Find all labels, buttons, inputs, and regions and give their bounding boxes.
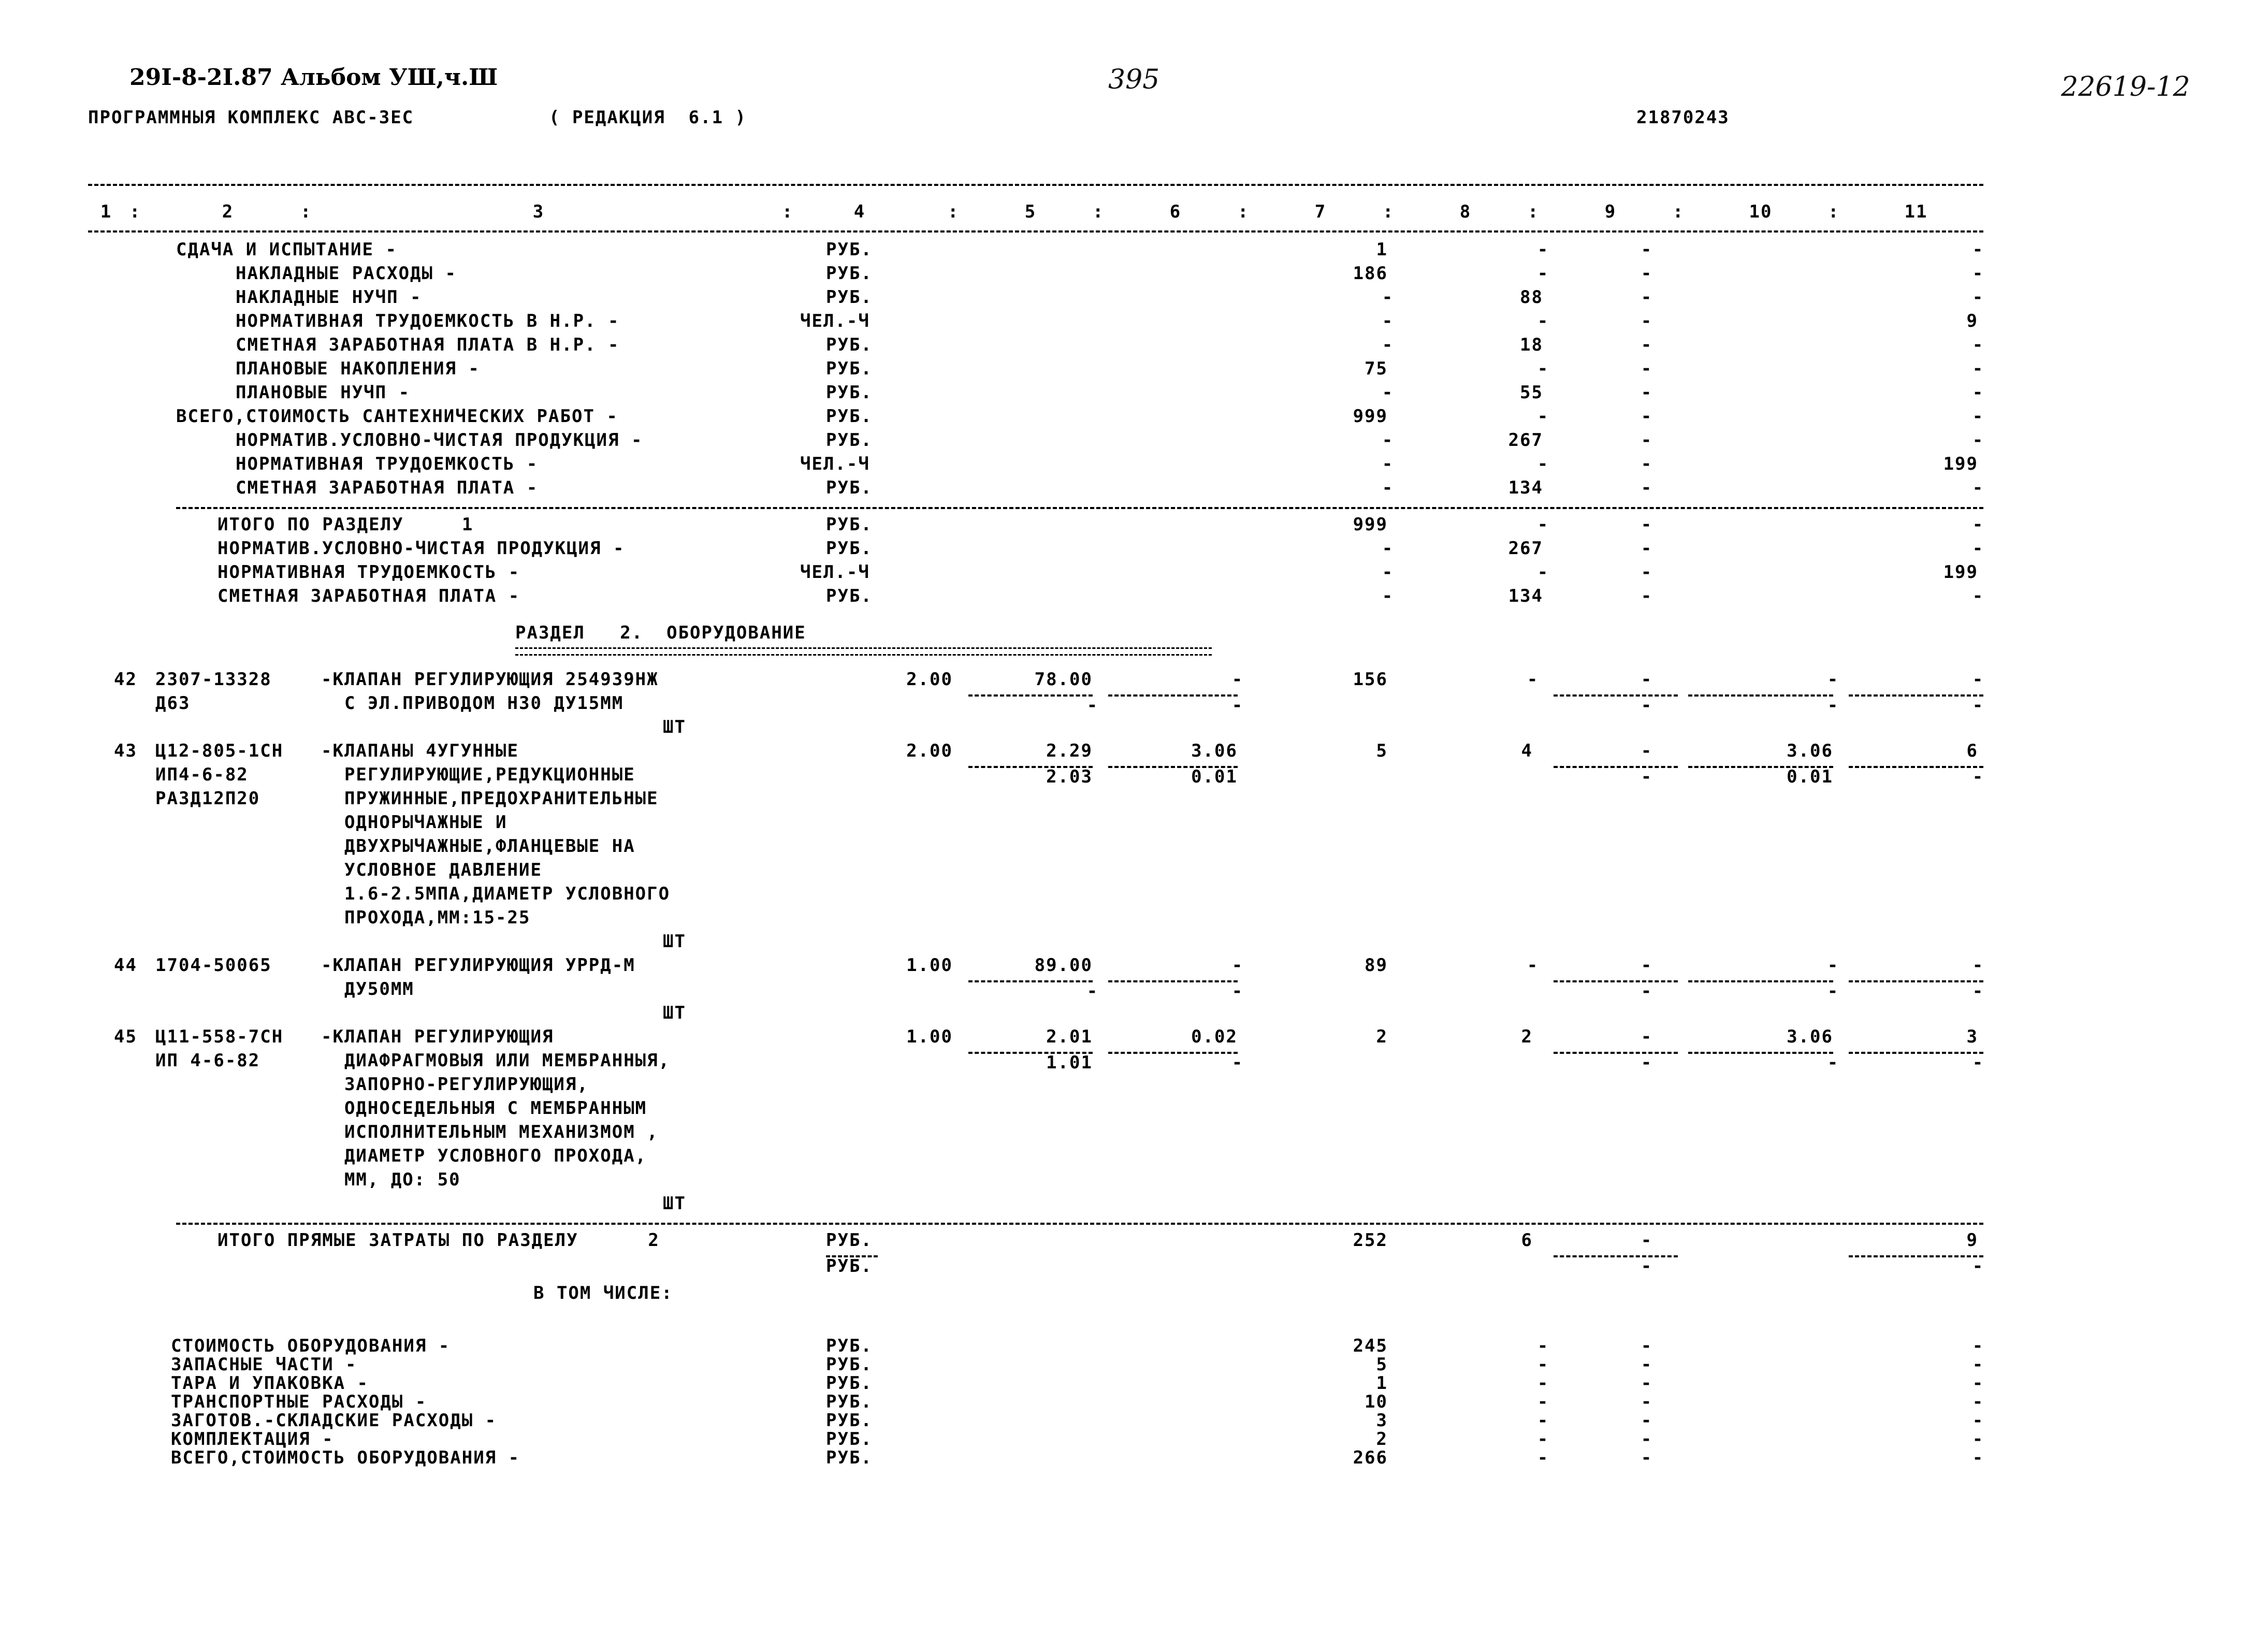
col8-value: -	[1537, 311, 1549, 331]
direct-total-col11: 9	[1966, 1230, 1978, 1251]
col9-secondary: -	[1641, 766, 1653, 787]
col11-value: -	[1972, 538, 1984, 559]
col9-value: -	[1641, 955, 1653, 976]
direct-total-unit: РУБ.	[826, 1230, 873, 1251]
item-code-secondary: ИП4-6-82	[155, 764, 249, 785]
col7-value: 89	[1365, 955, 1388, 976]
col9-value: -	[1641, 1336, 1653, 1356]
row-label: СТОИМОСТЬ ОБОРУДОВАНИЯ -	[171, 1336, 451, 1356]
direct-total-col8: 6	[1521, 1230, 1533, 1251]
item-code-secondary: ИП 4-6-82	[155, 1050, 260, 1071]
row-unit: РУБ.	[826, 1429, 873, 1450]
item-code: 1704-50065	[155, 955, 272, 976]
direct-total-col11-secondary: -	[1972, 1256, 1984, 1277]
item-number: 45	[114, 1026, 137, 1047]
row-unit: РУБ.	[826, 586, 873, 606]
item-description-line: ПРУЖИННЫЕ,ПРЕДОХРАНИТЕЛЬНЫЕ	[321, 788, 659, 809]
row-label: СМЕТНАЯ ЗАРАБОТНАЯ ПЛАТА -	[217, 586, 520, 606]
row-unit: РУБ.	[826, 538, 873, 559]
row-unit: РУБ.	[826, 430, 873, 451]
col6-value: -	[1231, 955, 1244, 976]
item-description-line: С ЭЛ.ПРИВОДОМ Н30 ДУ15ММ	[321, 693, 624, 714]
item-description-line: УСЛОВНОЕ ДАВЛЕНИЕ	[321, 860, 542, 880]
col11-value: -	[1972, 1392, 1984, 1412]
col6-value: -	[1231, 669, 1244, 690]
row-label: СДАЧА И ИСПЫТАНИЕ -	[176, 239, 397, 260]
col9-value: -	[1641, 538, 1653, 559]
row-label: ПЛАНОВЫЕ НУЧП -	[236, 382, 411, 403]
row-unit: ЧЕЛ.-Ч	[800, 454, 870, 474]
column-separator: :	[948, 201, 960, 222]
col7-value: -	[1382, 335, 1394, 355]
col10-value: 3.06	[1787, 1026, 1833, 1047]
revision-label: ( РЕДАКЦИЯ 6.1 )	[549, 107, 747, 128]
row-label: НОРМАТИВ.УСЛОВНО-ЧИСТАЯ ПРОДУКЦИЯ -	[217, 538, 625, 559]
col9-value: -	[1641, 1447, 1653, 1468]
col8-value: -	[1537, 239, 1549, 260]
col11-value: -	[1972, 1354, 1984, 1375]
row-unit: РУБ.	[826, 335, 873, 355]
col11-value: -	[1972, 1373, 1984, 1394]
col5-value: 89.00	[1034, 955, 1093, 976]
col11-value: -	[1972, 263, 1984, 284]
col7-value: 5	[1376, 1354, 1388, 1375]
column-separator: :	[129, 201, 141, 222]
row-label: НАКЛАДНЫЕ РАСХОДЫ -	[236, 263, 457, 284]
col7-value: 2	[1376, 1429, 1388, 1450]
col5-secondary: -	[1086, 695, 1099, 716]
item-quantity: 1.00	[906, 1026, 953, 1047]
col11-secondary: -	[1972, 1052, 1984, 1073]
col9-value: -	[1641, 562, 1653, 583]
row-label: НАКЛАДНЫЕ НУЧП -	[236, 287, 422, 308]
col5-value: 78.00	[1034, 669, 1093, 690]
column-header-5: 5	[1024, 201, 1037, 222]
col9-value: -	[1641, 358, 1653, 379]
column-separator: :	[782, 201, 794, 222]
col10-secondary: -	[1827, 695, 1839, 716]
col8-value: -	[1537, 1354, 1549, 1375]
col8-value: 18	[1520, 335, 1543, 355]
item-code-secondary: Д63	[155, 693, 191, 714]
col9-value: -	[1641, 514, 1653, 535]
col11-value: -	[1972, 1429, 1984, 1450]
col11-secondary: -	[1972, 695, 1984, 716]
col9-value: -	[1641, 669, 1653, 690]
row-unit: РУБ.	[826, 1447, 873, 1468]
row-unit: РУБ.	[826, 477, 873, 498]
column-separator: :	[1383, 201, 1395, 222]
col11-secondary: -	[1972, 766, 1984, 787]
item-unit: ШТ	[663, 931, 686, 952]
row-unit: РУБ.	[826, 1392, 873, 1412]
item-code: 2307-13328	[155, 669, 272, 690]
col11-value: -	[1972, 955, 1984, 976]
col7-value: -	[1382, 538, 1394, 559]
col6-secondary: 0.01	[1191, 766, 1238, 787]
col7-value: 156	[1353, 669, 1388, 690]
column-separator: :	[1093, 201, 1105, 222]
in-that-number-heading: В ТОМ ЧИСЛЕ:	[533, 1283, 673, 1303]
col11-value: -	[1972, 586, 1984, 606]
col8-value: -	[1537, 514, 1549, 535]
row-label: ПЛАНОВЫЕ НАКОПЛЕНИЯ -	[236, 358, 480, 379]
row-unit: РУБ.	[826, 514, 873, 535]
col10-secondary: -	[1827, 981, 1839, 1002]
col9-value: -	[1641, 1026, 1653, 1047]
column-separator: :	[1528, 201, 1540, 222]
column-header-11: 11	[1904, 201, 1928, 222]
column-separator: :	[1673, 201, 1685, 222]
col11-value: 3	[1966, 1026, 1978, 1047]
col9-value: -	[1641, 1392, 1653, 1412]
row-label: КОМПЛЕКТАЦИЯ -	[171, 1429, 334, 1450]
row-label: ВСЕГО,СТОИМОСТЬ ОБОРУДОВАНИЯ -	[171, 1447, 520, 1468]
item-number: 42	[114, 669, 137, 690]
col9-value: -	[1641, 477, 1653, 498]
row-label: ТАРА И УПАКОВКА -	[171, 1373, 369, 1394]
section1-subtotal-rule	[176, 507, 1983, 509]
row-unit: РУБ.	[826, 1354, 873, 1375]
album-reference: 29I-8-2I.87 Альбом УШ,ч.Ш	[129, 64, 498, 91]
col6-value: 3.06	[1191, 741, 1238, 761]
row-label: НОРМАТИВНАЯ ТРУДОЕМКОСТЬ -	[236, 454, 539, 474]
col9-secondary: -	[1641, 695, 1653, 716]
item-unit: ШТ	[663, 717, 686, 737]
col8-value: -	[1527, 669, 1539, 690]
col8-value: -	[1537, 1336, 1549, 1356]
col11-value: -	[1972, 1410, 1984, 1431]
item-description-line: ДИАФРАГМОВЫЯ ИЛИ МЕМБРАННЫЯ,	[321, 1050, 671, 1071]
item-description-line: ДУ50ММ	[321, 979, 414, 999]
item-quantity: 1.00	[906, 955, 953, 976]
col11-value: -	[1972, 287, 1984, 308]
direct-total-col9: -	[1641, 1230, 1653, 1251]
col8-value: 267	[1508, 430, 1543, 451]
col5-secondary: 1.01	[1046, 1052, 1093, 1073]
col9-secondary: -	[1641, 981, 1653, 1002]
col7-value: -	[1382, 586, 1394, 606]
row-label: СМЕТНАЯ ЗАРАБОТНАЯ ПЛАТА -	[236, 477, 539, 498]
row-label: СМЕТНАЯ ЗАРАБОТНАЯ ПЛАТА В Н.Р. -	[236, 335, 620, 355]
row-label: ЗАГОТОВ.-СКЛАДСКИЕ РАСХОДЫ -	[171, 1410, 497, 1431]
col7-value: -	[1382, 430, 1394, 451]
item-description-line: -КЛАПАНЫ 4УГУННЫЕ	[321, 741, 519, 761]
col9-value: -	[1641, 287, 1653, 308]
col5-secondary: -	[1086, 981, 1099, 1002]
col8-value: 267	[1508, 538, 1543, 559]
col11-value: 9	[1966, 311, 1978, 331]
col7-value: 75	[1365, 358, 1388, 379]
row-label: НОРМАТИВНАЯ ТРУДОЕМКОСТЬ -	[217, 562, 520, 583]
col8-value: 88	[1520, 287, 1543, 308]
col8-value: -	[1537, 406, 1549, 427]
row-label: ИТОГО ПО РАЗДЕЛУ 1	[217, 514, 474, 535]
item-description-line: ЗАПОРНО-РЕГУЛИРУЮЩИЯ,	[321, 1074, 589, 1095]
col11-value: -	[1972, 1447, 1984, 1468]
handwritten-page-number: 395	[1108, 64, 1160, 95]
col9-value: -	[1641, 1410, 1653, 1431]
row-unit: РУБ.	[826, 358, 873, 379]
handwritten-document-code: 22619-12	[2061, 71, 2191, 103]
row-unit: РУБ.	[826, 382, 873, 403]
col9-value: -	[1641, 454, 1653, 474]
col7-value: -	[1382, 477, 1394, 498]
col11-value: -	[1972, 406, 1984, 427]
col11-value: -	[1972, 358, 1984, 379]
col7-value: -	[1382, 311, 1394, 331]
col11-value: -	[1972, 382, 1984, 403]
item-unit: ШТ	[663, 1003, 686, 1023]
row-label: ТРАНСПОРТНЫЕ РАСХОДЫ -	[171, 1392, 427, 1412]
row-unit: ЧЕЛ.-Ч	[800, 311, 870, 331]
item-description-line: ПРОХОДА,ММ:15-25	[321, 907, 531, 928]
col6-secondary: -	[1231, 695, 1244, 716]
direct-total-unit-secondary: РУБ.	[826, 1256, 873, 1277]
row-unit: ЧЕЛ.-Ч	[800, 562, 870, 583]
col11-value: -	[1972, 669, 1984, 690]
document-code: 21870243	[1636, 107, 1730, 128]
col6-secondary: -	[1231, 981, 1244, 1002]
col7-value: 186	[1353, 263, 1388, 284]
column-header-2: 2	[222, 201, 234, 222]
item-code: Ц12-805-1СН	[155, 741, 284, 761]
col8-value: -	[1537, 562, 1549, 583]
col7-value: 999	[1353, 514, 1388, 535]
item-description-line: РЕГУЛИРУЮЩИЕ,РЕДУКЦИОННЫЕ	[321, 764, 635, 785]
col8-value: -	[1527, 955, 1539, 976]
col7-value: 245	[1353, 1336, 1388, 1356]
row-label: НОРМАТИВ.УСЛОВНО-ЧИСТАЯ ПРОДУКЦИЯ -	[236, 430, 643, 451]
col11-value: -	[1972, 335, 1984, 355]
col8-value: -	[1537, 358, 1549, 379]
col7-value: -	[1382, 562, 1394, 583]
col9-value: -	[1641, 1429, 1653, 1450]
column-header-6: 6	[1169, 201, 1182, 222]
item-description-line: ДИАМЕТР УСЛОВНОГО ПРОХОДА,	[321, 1146, 647, 1166]
item-code-tertiary: РАЗД12П20	[155, 788, 260, 809]
col10-secondary: -	[1827, 1052, 1839, 1073]
col8-value: 2	[1521, 1026, 1533, 1047]
col9-secondary: -	[1641, 1052, 1653, 1073]
col10-value: -	[1827, 669, 1839, 690]
row-label: НОРМАТИВНАЯ ТРУДОЕМКОСТЬ В Н.Р. -	[236, 311, 620, 331]
col8-value: -	[1537, 1373, 1549, 1394]
row-unit: РУБ.	[826, 263, 873, 284]
column-header-8: 8	[1459, 201, 1472, 222]
row-unit: РУБ.	[826, 406, 873, 427]
col7-value: 266	[1353, 1447, 1388, 1468]
column-header-7: 7	[1314, 201, 1327, 222]
section2-title: РАЗДЕЛ 2. ОБОРУДОВАНИЕ	[515, 622, 806, 643]
col7-value: -	[1382, 287, 1394, 308]
col8-value: -	[1537, 263, 1549, 284]
item-description-line: -КЛАПАН РЕГУЛИРУЮЩИЯ 254939НЖ	[321, 669, 659, 690]
direct-total-rule	[176, 1223, 1983, 1225]
item-description-line: ОДНОСЕДЕЛЬНЫЯ С МЕМБРАННЫМ	[321, 1098, 647, 1119]
col5-value: 2.01	[1046, 1026, 1093, 1047]
col9-value: -	[1641, 239, 1653, 260]
row-unit: РУБ.	[826, 1373, 873, 1394]
col9-value: -	[1641, 263, 1653, 284]
column-header-4: 4	[853, 201, 866, 222]
program-name: ПРОГРАММНЫЯ КОМПЛЕКС АВС-ЗЕС	[88, 107, 414, 128]
col10-secondary: 0.01	[1787, 766, 1833, 787]
item-number: 43	[114, 741, 137, 761]
col7-value: 1	[1376, 239, 1388, 260]
direct-total-col9-secondary: -	[1641, 1256, 1653, 1277]
item-quantity: 2.00	[906, 669, 953, 690]
col6-value: 0.02	[1191, 1026, 1238, 1047]
col9-value: -	[1641, 1354, 1653, 1375]
row-unit: РУБ.	[826, 1410, 873, 1431]
col11-value: -	[1972, 430, 1984, 451]
col11-value: -	[1972, 514, 1984, 535]
col9-value: -	[1641, 335, 1653, 355]
col11-value: 199	[1943, 454, 1978, 474]
column-separator: :	[1238, 201, 1250, 222]
col11-value: -	[1972, 1336, 1984, 1356]
col7-value: 3	[1376, 1410, 1388, 1431]
row-unit: РУБ.	[826, 287, 873, 308]
col10-value: -	[1827, 955, 1839, 976]
item-number: 44	[114, 955, 137, 976]
col8-value: 4	[1521, 741, 1533, 761]
col11-value: -	[1972, 239, 1984, 260]
direct-total-col7: 252	[1353, 1230, 1388, 1251]
section2-title-underline	[515, 647, 1212, 656]
col11-value: 6	[1966, 741, 1978, 761]
col9-value: -	[1641, 406, 1653, 427]
direct-total-label: ИТОГО ПРЯМЫЕ ЗАТРАТЫ ПО РАЗДЕЛУ 2	[217, 1230, 660, 1251]
column-header-10: 10	[1749, 201, 1773, 222]
item-description-line: 1.6-2.5МПА,ДИАМЕТР УСЛОВНОГО	[321, 883, 671, 904]
column-header-1: 1	[100, 201, 112, 222]
item-quantity: 2.00	[906, 741, 953, 761]
col8-value: 134	[1508, 477, 1543, 498]
item-description-line: ММ, ДО: 50	[321, 1169, 461, 1190]
row-unit: РУБ.	[826, 239, 873, 260]
col7-value: -	[1382, 382, 1394, 403]
col6-secondary: -	[1231, 1052, 1244, 1073]
col11-value: 199	[1943, 562, 1978, 583]
col8-value: 55	[1520, 382, 1543, 403]
col7-value: 2	[1376, 1026, 1388, 1047]
col7-value: 1	[1376, 1373, 1388, 1394]
col8-value: -	[1537, 454, 1549, 474]
col7-value: -	[1382, 454, 1394, 474]
header-bottom-rule	[88, 230, 1983, 233]
item-description-line: ИСПОЛНИТЕЛЬНЫМ МЕХАНИЗМОМ ,	[321, 1122, 659, 1142]
item-description-line: ОДНОРЫЧАЖНЫЕ И	[321, 812, 507, 833]
col8-value: 134	[1508, 586, 1543, 606]
col10-value: 3.06	[1787, 741, 1833, 761]
col7-value: 999	[1353, 406, 1388, 427]
col9-value: -	[1641, 1373, 1653, 1394]
col5-secondary: 2.03	[1046, 766, 1093, 787]
col11-value: -	[1972, 477, 1984, 498]
col8-value: -	[1537, 1410, 1549, 1431]
column-header-9: 9	[1604, 201, 1617, 222]
col9-value: -	[1641, 311, 1653, 331]
column-separator: :	[300, 201, 312, 222]
row-label: ВСЕГО,СТОИМОСТЬ САНТЕХНИЧЕСКИХ РАБОТ -	[176, 406, 618, 427]
col11-secondary: -	[1972, 981, 1984, 1002]
row-unit: РУБ.	[826, 1336, 873, 1356]
col8-value: -	[1537, 1447, 1549, 1468]
col8-value: -	[1537, 1429, 1549, 1450]
item-description-line: ДВУХРЫЧАЖНЫЕ,ФЛАНЦЕВЫЕ НА	[321, 836, 635, 857]
col8-value: -	[1537, 1392, 1549, 1412]
column-separator: :	[1828, 201, 1840, 222]
col9-value: -	[1641, 430, 1653, 451]
header-top-rule	[88, 184, 1983, 186]
col9-value: -	[1641, 741, 1653, 761]
item-description-line: -КЛАПАН РЕГУЛИРУЮЩИЯ УРРД-М	[321, 955, 635, 976]
col5-value: 2.29	[1046, 741, 1093, 761]
row-label: ЗАПАСНЫЕ ЧАСТИ -	[171, 1354, 357, 1375]
column-header-3: 3	[532, 201, 545, 222]
col7-value: 10	[1365, 1392, 1388, 1412]
col9-value: -	[1641, 586, 1653, 606]
col7-value: 5	[1376, 741, 1388, 761]
col9-value: -	[1641, 382, 1653, 403]
item-code: Ц11-558-7СН	[155, 1026, 284, 1047]
item-unit: ШТ	[663, 1193, 686, 1214]
item-description-line: -КЛАПАН РЕГУЛИРУЮЩИЯ	[321, 1026, 554, 1047]
